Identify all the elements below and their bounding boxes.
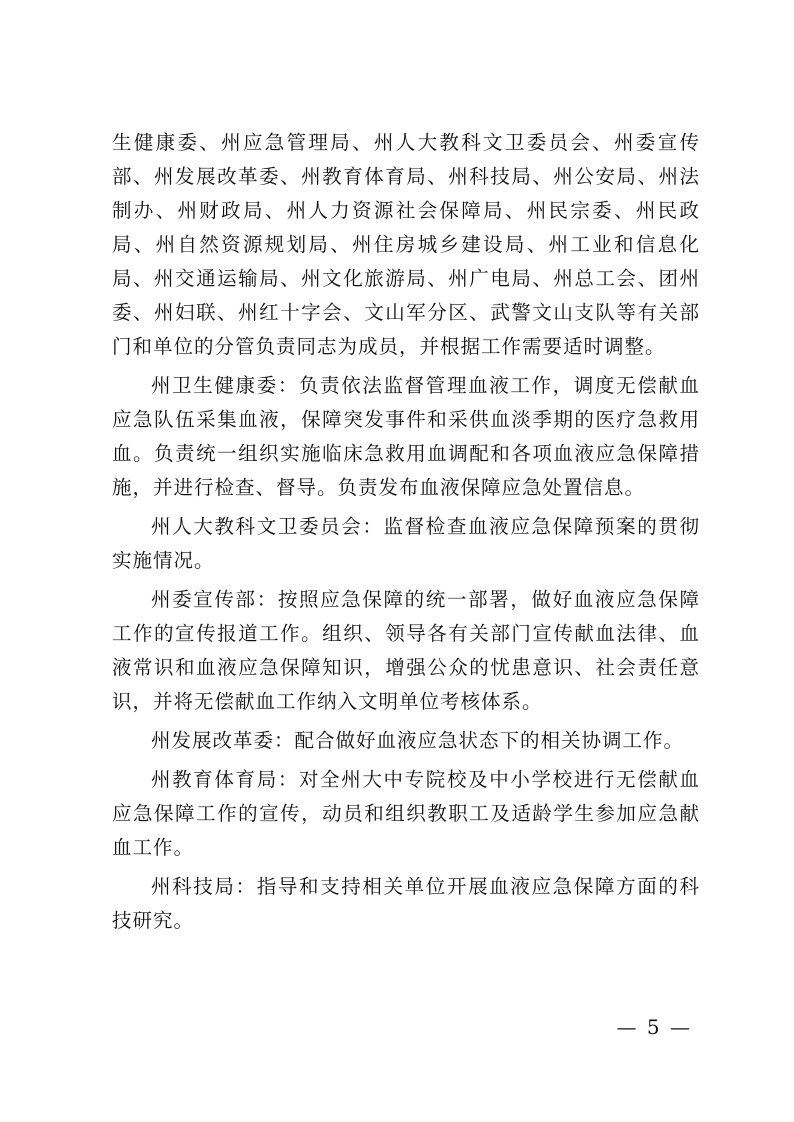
paragraph-publicity-department: 州委宣传部：按照应急保障的统一部署，做好血液应急保障工作的宣传报道工作。组织、领导各有关部门宣传献血法律、血液常识和血液应急保障知识，增强公众的忧患意识、社会责任意识，并将无偿献血工作纳入文明单位考核体系。 (112, 588, 700, 713)
document-body (112, 126, 700, 938)
paragraph-member-list: 生健康委、州应急管理局、州人大教科文卫委员会、州委宣传部、州发展改革委、州教育体育局、州科技局、州公安局、州法制办、州财政局、州人力资源社会保障局、州民宗委、州民政局、州自然资源规划局、州住房城乡建设局、州工业和信息化局、州交通运输局、州文化旅游局、州广电局、州总工会、团州委、州妇联、州红十字会、文山军分区、武警文山支队等有关部门和单位的分管负责同志为成员，并根据工作需要适时调整。 (112, 131, 700, 358)
paragraph-development-reform: 州发展改革委：配合做好血液应急状态下的相关协调工作。 (151, 729, 685, 752)
paragraph-science-technology: 州科技局：指导和支持相关单位开展血液应急保障方面的科技研究。 (112, 875, 700, 932)
paragraph-health-commission: 州卫生健康委：负责依法监督管理血液工作，调度无偿献血应急队伍采集血液，保障突发事件和采供血淡季期的医疗急救用血。负责统一组织实施临床急救用血调配和各项血液应急保障措施，并进行检查、督导。负责发布血液保障应急处置信息。 (112, 374, 700, 499)
page-number: — 5 — (616, 1015, 692, 1039)
paragraph-education-sports: 州教育体育局：对全州大中专院校及中小学校进行无偿献血应急保障工作的宣传，动员和组织教职工及适龄学生参加应急献血工作。 (112, 768, 700, 859)
paragraph-npc-committee: 州人大教科文卫委员会：监督检查血液应急保障预案的贯彻实施情况。 (112, 515, 700, 572)
